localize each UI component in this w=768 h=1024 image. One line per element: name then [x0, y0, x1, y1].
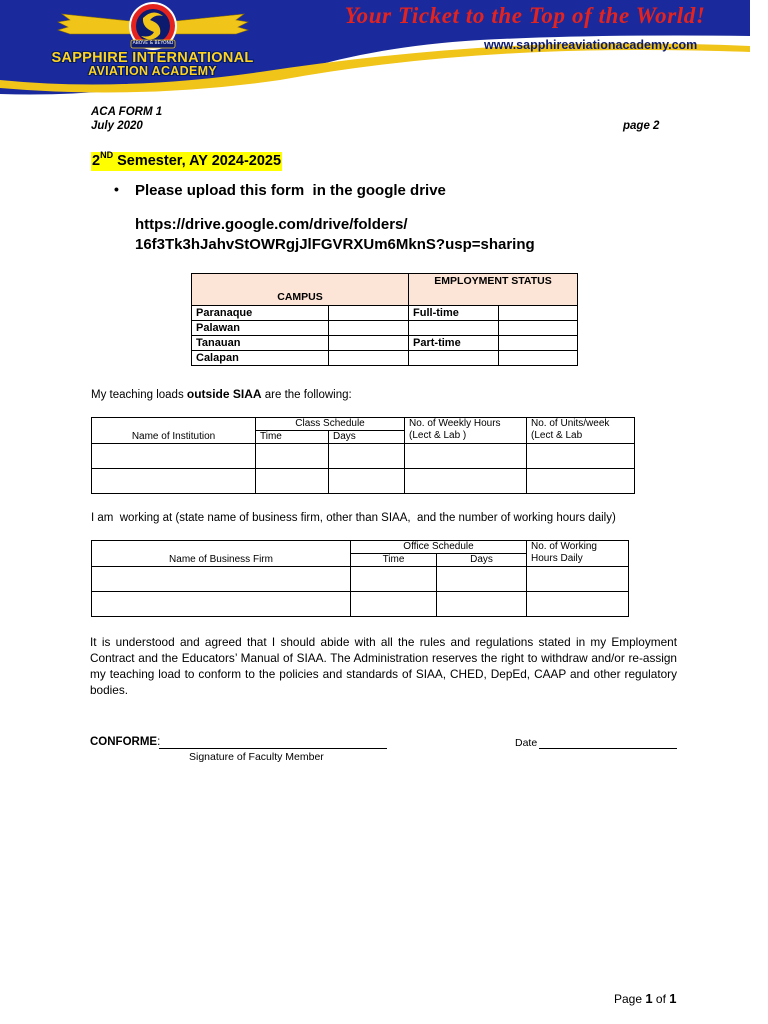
drive-link-line2[interactable]: 16f3Tk3hJahvStOWRgjJlFGVRXUm6MknS?usp=sharing	[135, 236, 535, 253]
col-working-hours: No. of Working Hours Daily	[527, 541, 629, 567]
employment-status-header: EMPLOYMENT STATUS	[409, 274, 578, 306]
page-current: 1	[645, 991, 653, 1006]
campus-checkbox-cell[interactable]	[329, 336, 409, 351]
units-cell[interactable]	[527, 444, 635, 469]
days-cell[interactable]	[437, 567, 527, 592]
weekly-hours-cell[interactable]	[405, 469, 527, 494]
employment-option: Full-time	[409, 306, 499, 321]
signature-caption: Signature of Faculty Member	[189, 751, 324, 763]
employment-checkbox-cell[interactable]	[499, 306, 578, 321]
campus-checkbox-cell[interactable]	[329, 321, 409, 336]
employment-option	[409, 321, 499, 336]
table-row	[92, 469, 635, 494]
col-business-firm: Name of Business Firm	[92, 541, 351, 567]
campus-header: CAMPUS	[192, 274, 409, 306]
col-class-schedule: Class Schedule	[256, 418, 405, 431]
form-date: July 2020	[91, 120, 143, 132]
time-cell[interactable]	[256, 444, 329, 469]
table-row	[92, 444, 635, 469]
org-name-line2: AVIATION ACADEMY	[88, 64, 217, 78]
time-cell[interactable]	[351, 592, 437, 617]
col-time: Time	[351, 554, 437, 567]
weekly-hours-cell[interactable]	[405, 444, 527, 469]
days-cell[interactable]	[329, 469, 405, 494]
firm-cell[interactable]	[92, 592, 351, 617]
col-days: Days	[329, 431, 405, 444]
employment-checkbox-cell[interactable]	[499, 336, 578, 351]
teaching-loads-intro	[91, 387, 352, 401]
teaching-intro-prefix: My teaching loads	[91, 389, 187, 401]
campus-name: Tanauan	[192, 336, 329, 351]
table-row	[192, 336, 578, 351]
teaching-loads-table	[91, 417, 635, 494]
days-cell[interactable]	[437, 592, 527, 617]
header-banner	[0, 0, 768, 96]
time-cell[interactable]	[351, 567, 437, 592]
table-row	[92, 592, 629, 617]
conforme-colon: :	[157, 736, 161, 748]
col-time: Time	[256, 431, 329, 444]
teaching-intro-suffix: are the following:	[261, 389, 352, 401]
time-cell[interactable]	[256, 469, 329, 494]
campus-checkbox-cell[interactable]	[329, 351, 409, 366]
page-total: 1	[669, 991, 677, 1006]
page-footer	[614, 991, 677, 1006]
form-code: ACA FORM 1	[91, 106, 163, 118]
table-row	[192, 306, 578, 321]
org-name-line1: SAPPHIRE INTERNATIONAL	[51, 50, 254, 66]
working-hours-cell[interactable]	[527, 567, 629, 592]
business-firm-table	[91, 540, 629, 617]
semester-heading	[91, 152, 282, 171]
col-institution: Name of Institution	[92, 418, 256, 444]
conforme-word: CONFORME	[90, 736, 158, 748]
upload-instruction: Please upload this form in the google drive	[135, 182, 446, 199]
days-cell[interactable]	[329, 444, 405, 469]
date-label: Date	[515, 737, 538, 749]
work-intro: I am working at (state name of business firm, other than SIAA, and the number of working hours daily)	[91, 512, 616, 524]
page-of: of	[652, 992, 670, 1006]
semester-number: 2	[92, 153, 101, 169]
employment-checkbox-cell[interactable]	[499, 351, 578, 366]
conforme-label	[90, 736, 160, 748]
signature-line[interactable]	[159, 748, 387, 749]
tagline: Your Ticket to the Top of the World!	[344, 3, 706, 28]
campus-name: Paranaque	[192, 306, 329, 321]
bullet-icon: •	[114, 181, 119, 197]
campus-name: Calapan	[192, 351, 329, 366]
table-row	[192, 351, 578, 366]
firm-cell[interactable]	[92, 567, 351, 592]
col-office-schedule: Office Schedule	[351, 541, 527, 554]
campus-checkbox-cell[interactable]	[329, 306, 409, 321]
working-hours-cell[interactable]	[527, 592, 629, 617]
semester-ordinal-suffix: ND	[100, 150, 114, 161]
institution-cell[interactable]	[92, 444, 256, 469]
date-line[interactable]	[539, 748, 677, 749]
page-marker: page 2	[623, 120, 660, 132]
campus-employment-table	[191, 273, 578, 366]
table-row	[192, 321, 578, 336]
employment-option: Part-time	[409, 336, 499, 351]
semester-label: Semester, AY 2024-2025	[113, 153, 282, 169]
units-cell[interactable]	[527, 469, 635, 494]
campus-name: Palawan	[192, 321, 329, 336]
employment-option	[409, 351, 499, 366]
institution-cell[interactable]	[92, 469, 256, 494]
col-weekly-hours: No. of Weekly Hours (Lect & Lab )	[405, 418, 527, 444]
website-url: www.sapphireaviationacademy.com	[484, 38, 698, 52]
logo-ribbon-text: ABOVE & BEYOND	[132, 41, 174, 46]
drive-link-line1[interactable]: https://drive.google.com/drive/folders/	[135, 216, 408, 233]
col-days: Days	[437, 554, 527, 567]
teaching-intro-bold: outside SIAA	[186, 387, 262, 401]
employment-checkbox-cell[interactable]	[499, 321, 578, 336]
page-word: Page	[614, 992, 646, 1006]
table-row	[92, 567, 629, 592]
col-units-week: No. of Units/week (Lect & Lab	[527, 418, 635, 444]
agreement-paragraph: It is understood and agreed that I should abide with all the rules and regulations stated in my Employment Contract and the Educators’ Manual of SIAA. The Administration reserves the right to withdraw and/or re-assign my teaching load to conform to the policies and standards of SIAA, CHED, DepEd, CAAP and other regulatory bodies.	[90, 635, 677, 697]
